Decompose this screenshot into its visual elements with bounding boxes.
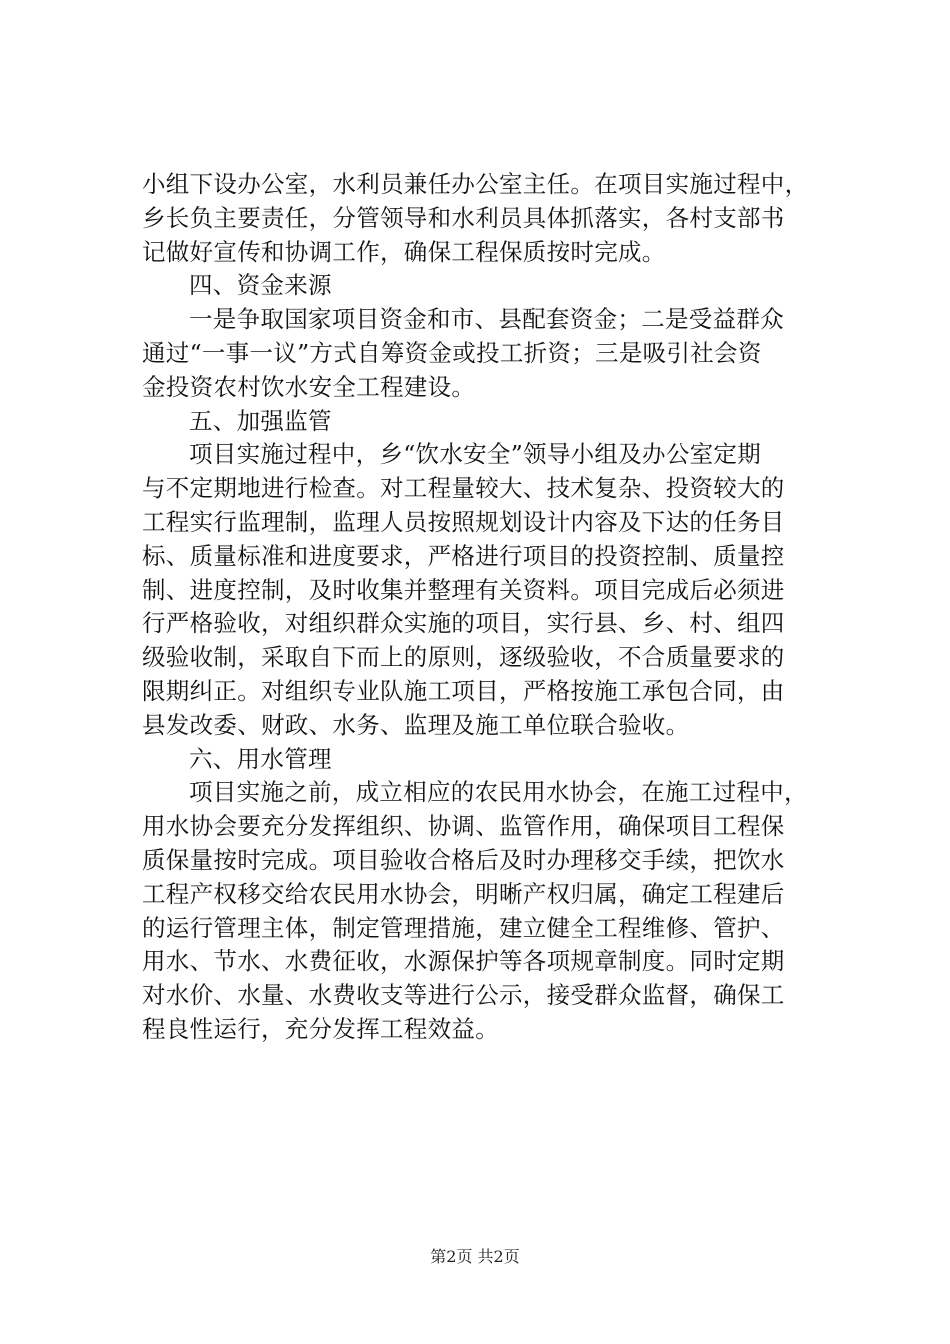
text-line: 程良性运行，充分发挥工程效益。 xyxy=(142,1014,499,1043)
paragraph-continuation xyxy=(142,168,832,269)
text-line: 标、质量标准和进度要求，严格进行项目的投资控制、质量控 xyxy=(142,541,785,570)
text-line: 用水协会要充分发挥组织、协调、监管作用，确保项目工程保 xyxy=(142,812,785,841)
text-line: 记做好宣传和协调工作，确保工程保质按时完成。 xyxy=(142,237,666,266)
text-line: 项目实施之前，成立相应的农民用水协会，在施工过程中， xyxy=(189,778,808,807)
text-line: 用水、节水、水费征收，水源保护等各项规章制度。同时定期 xyxy=(142,947,785,976)
text-line: 项目实施过程中，乡“饮水安全”领导小组及办公室定期 xyxy=(189,440,762,469)
text-line: 乡长负主要责任，分管领导和水利员具体抓落实，各村支部书 xyxy=(142,203,785,232)
text-line: 级验收制，采取自下而上的原则，逐级验收，不合质量要求的 xyxy=(142,643,785,672)
text-line: 通过“一事一议”方式自筹资金或投工折资；三是吸引社会资 xyxy=(142,338,762,367)
text-line: 工程实行监理制，监理人员按照规划设计内容及下达的任务目 xyxy=(142,507,785,536)
text-line: 小组下设办公室，水利员兼任办公室主任。在项目实施过程中， xyxy=(142,170,809,198)
text-line: 县发改委、财政、水务、监理及施工单位联合验收。 xyxy=(142,710,690,739)
text-line: 行严格验收，对组织群众实施的项目，实行县、乡、村、组四 xyxy=(142,609,785,638)
section-heading-water-management: 六、用水管理 xyxy=(189,744,332,773)
text-line: 与不定期地进行检查。对工程量较大、技术复杂、投资较大的 xyxy=(142,474,785,503)
paragraph-funding xyxy=(142,303,832,404)
text-line: 制、进度控制，及时收集并整理有关资料。项目完成后必须进 xyxy=(142,575,785,604)
section-heading-funding-source: 四、资金来源 xyxy=(189,271,332,300)
section-heading-supervision: 五、加强监管 xyxy=(189,406,332,435)
text-line: 金投资农村饮水安全工程建设。 xyxy=(142,372,476,401)
page-number-footer: 第2页 共2页 xyxy=(430,1247,520,1266)
paragraph-water-management xyxy=(142,776,832,1046)
text-line: 对水价、水量、水费收支等进行公示，接受群众监督，确保工 xyxy=(142,981,785,1010)
text-line: 的运行管理主体，制定管理措施，建立健全工程维修、管护、 xyxy=(142,913,785,942)
paragraph-supervision xyxy=(142,438,832,742)
text-line: 质保量按时完成。项目验收合格后及时办理移交手续，把饮水 xyxy=(142,845,785,874)
text-line: 一是争取国家项目资金和市、县配套资金；二是受益群众 xyxy=(189,305,784,334)
text-line: 工程产权移交给农民用水协会，明晰产权归属，确定工程建后 xyxy=(142,879,785,908)
text-line: 限期纠正。对组织专业队施工项目，严格按施工承包合同，由 xyxy=(142,676,785,705)
document-body xyxy=(142,168,832,1047)
